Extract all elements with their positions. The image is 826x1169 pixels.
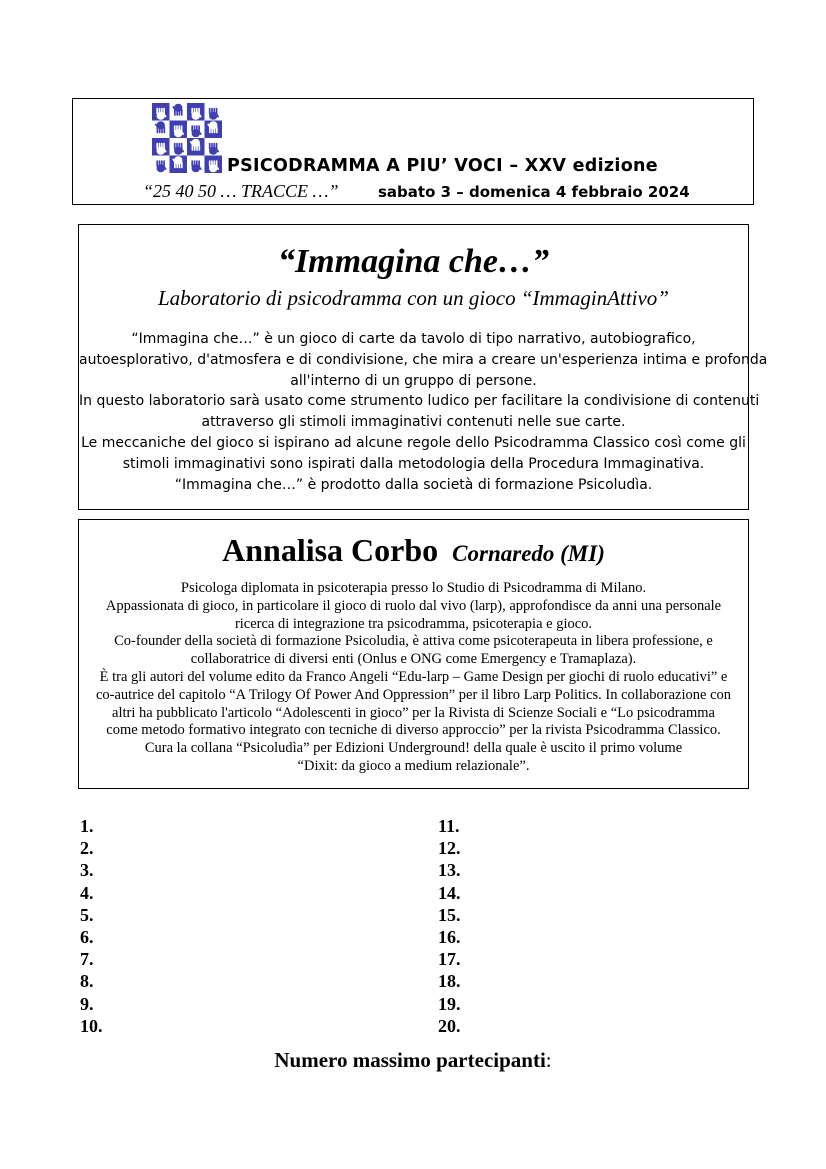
bio-line: altri ha pubblicato l'articolo “Adolescenti in gioco” per la Rivista di Scienze Sociali e “Lo psicodramma: [112, 704, 715, 721]
bio-line: Cura la collana “Psicoludìa” per Edizioni Underground! della quale è uscito il primo volume: [144, 740, 683, 757]
bio-line: Psicologa diplomata in psicoterapia presso lo Studio di Psicodramma di Milano.: [180, 580, 647, 596]
logo-hand-tile: [187, 138, 205, 156]
participant-slot: 5.: [80, 904, 94, 925]
description-line: “Immagina che…” è un gioco di carte da tavolo di tipo narrativo, autobiografico,: [131, 331, 696, 347]
description-line: all'interno di un gruppo di persone.: [290, 372, 537, 389]
participant-slot: 17.: [438, 949, 461, 970]
logo-hand-tile: [152, 138, 170, 156]
presenter-name: Annalisa Corbo: [222, 532, 439, 568]
participant-slot: 11.: [438, 816, 460, 836]
workshop-title: “Immagina che…”: [277, 243, 550, 280]
description-line: autoesplorativo, d'atmosfera e di condivisione, che mira a creare un'esperienza intima e profonda: [79, 351, 768, 368]
workshop-box: [78, 224, 768, 510]
logo-hand-tile: [170, 138, 188, 156]
presenter-location: Cornaredo (MI): [452, 541, 605, 566]
participant-slot: 6.: [80, 927, 94, 948]
description-line: Le meccaniche del gioco si ispirano ad alcune regole dello Psicodramma Classico così come gli: [81, 434, 746, 451]
participant-slot: 10.: [80, 1015, 103, 1036]
participant-slot: 16.: [438, 927, 461, 948]
participant-slot: 20.: [438, 1015, 461, 1036]
logo-hand-tile: [205, 156, 223, 174]
logo-hand-tile: [205, 138, 223, 156]
description-line: attraverso gli stimoli immaginativi contenuti nelle sue carte.: [201, 414, 626, 431]
description-line: “Immagina che…” è prodotto dalla società di formazione Psicoludìa.: [174, 476, 653, 493]
description-line: stimoli immaginativi sono ispirati dalla metodologia della Procedura Immaginativa.: [122, 455, 705, 472]
participant-slot: 12.: [438, 838, 461, 859]
participant-slot: 9.: [80, 993, 94, 1014]
bio-line: come metodo formativo integrato con tecniche di diverso approccio” per la rivista Psicodramma Classico.: [106, 722, 721, 739]
bio-line: co-autrice del capitolo “A Trilogy Of Power And Oppression” per il libro Larp Politics. In collaborazione con: [95, 686, 732, 703]
logo-hand-tile: [205, 103, 223, 121]
event-title: PSICODRAMMA A PIU’ VOCI – XXV edizione: [227, 156, 658, 176]
participant-list-left: [80, 815, 103, 1037]
event-tagline: “25 40 50 … TRACCE …”: [143, 181, 339, 201]
participant-slot: 2.: [80, 838, 94, 859]
participant-slot: 14.: [438, 882, 461, 903]
participant-list-right: [438, 815, 461, 1037]
bio-line: Appassionata di gioco, in particolare il gioco di ruolo dal vivo (larp), approfondisce da anni una personale: [105, 597, 722, 614]
bio-line: Co-founder della società di formazione Psicoludia, è attiva come psicoterapeuta in libera professione, e: [114, 633, 713, 650]
description-line: In questo laboratorio sarà usato come strumento ludico per facilitare la condivisione di contenuti: [79, 393, 760, 410]
logo-hand-tile: [170, 103, 188, 121]
logo-hand-tile: [187, 121, 205, 139]
logo-hand-tile: [187, 156, 205, 174]
logo-hand-tile: [187, 103, 205, 121]
workshop-subtitle: Laboratorio di psicodramma con un gioco “ImmaginAttivo”: [157, 286, 669, 310]
bio-line: ricerca di integrazione tra psicodramma, psicoterapia e gioco.: [234, 615, 593, 632]
participant-slot: 1.: [80, 816, 94, 836]
event-dates: sabato 3 – domenica 4 febbraio 2024: [378, 183, 690, 201]
max-participants-label: Numero massimo partecipanti: [274, 1048, 546, 1072]
logo-hand-tile: [205, 121, 223, 139]
participant-slot: 18.: [438, 971, 461, 992]
participant-slot: 13.: [438, 860, 461, 881]
max-participants-colon: :: [545, 1048, 552, 1072]
presenter-box: [78, 519, 749, 789]
workshop-description: [79, 329, 768, 495]
logo-hand-tile: [152, 103, 170, 121]
participant-slot: 15.: [438, 904, 461, 925]
logo-hand-tile: [152, 156, 170, 174]
presenter-bio: [77, 580, 750, 776]
hands-logo-icon: [152, 103, 222, 173]
bio-line: “Dixit: da gioco a medium relazionale”.: [297, 757, 530, 774]
bio-line: È tra gli autori del volume edito da Franco Angeli “Edu-larp – Game Design per giochi di ruolo educativi” e: [99, 668, 728, 685]
logo-hand-tile: [170, 156, 188, 174]
participant-slot: 19.: [438, 993, 461, 1014]
participant-slot: 4.: [80, 882, 94, 903]
logo-hand-tile: [152, 121, 170, 139]
max-participants: [0, 1048, 826, 1073]
participant-slot: 8.: [80, 971, 94, 992]
header-box: [72, 98, 754, 205]
participant-slot: 3.: [80, 860, 94, 881]
bio-line: collaboratrice di diversi enti (Onlus e ONG come Emergency e Tramaplaza).: [190, 651, 637, 668]
participant-slot: 7.: [80, 949, 94, 970]
presenter-heading: [79, 532, 748, 569]
logo-hand-tile: [170, 121, 188, 139]
